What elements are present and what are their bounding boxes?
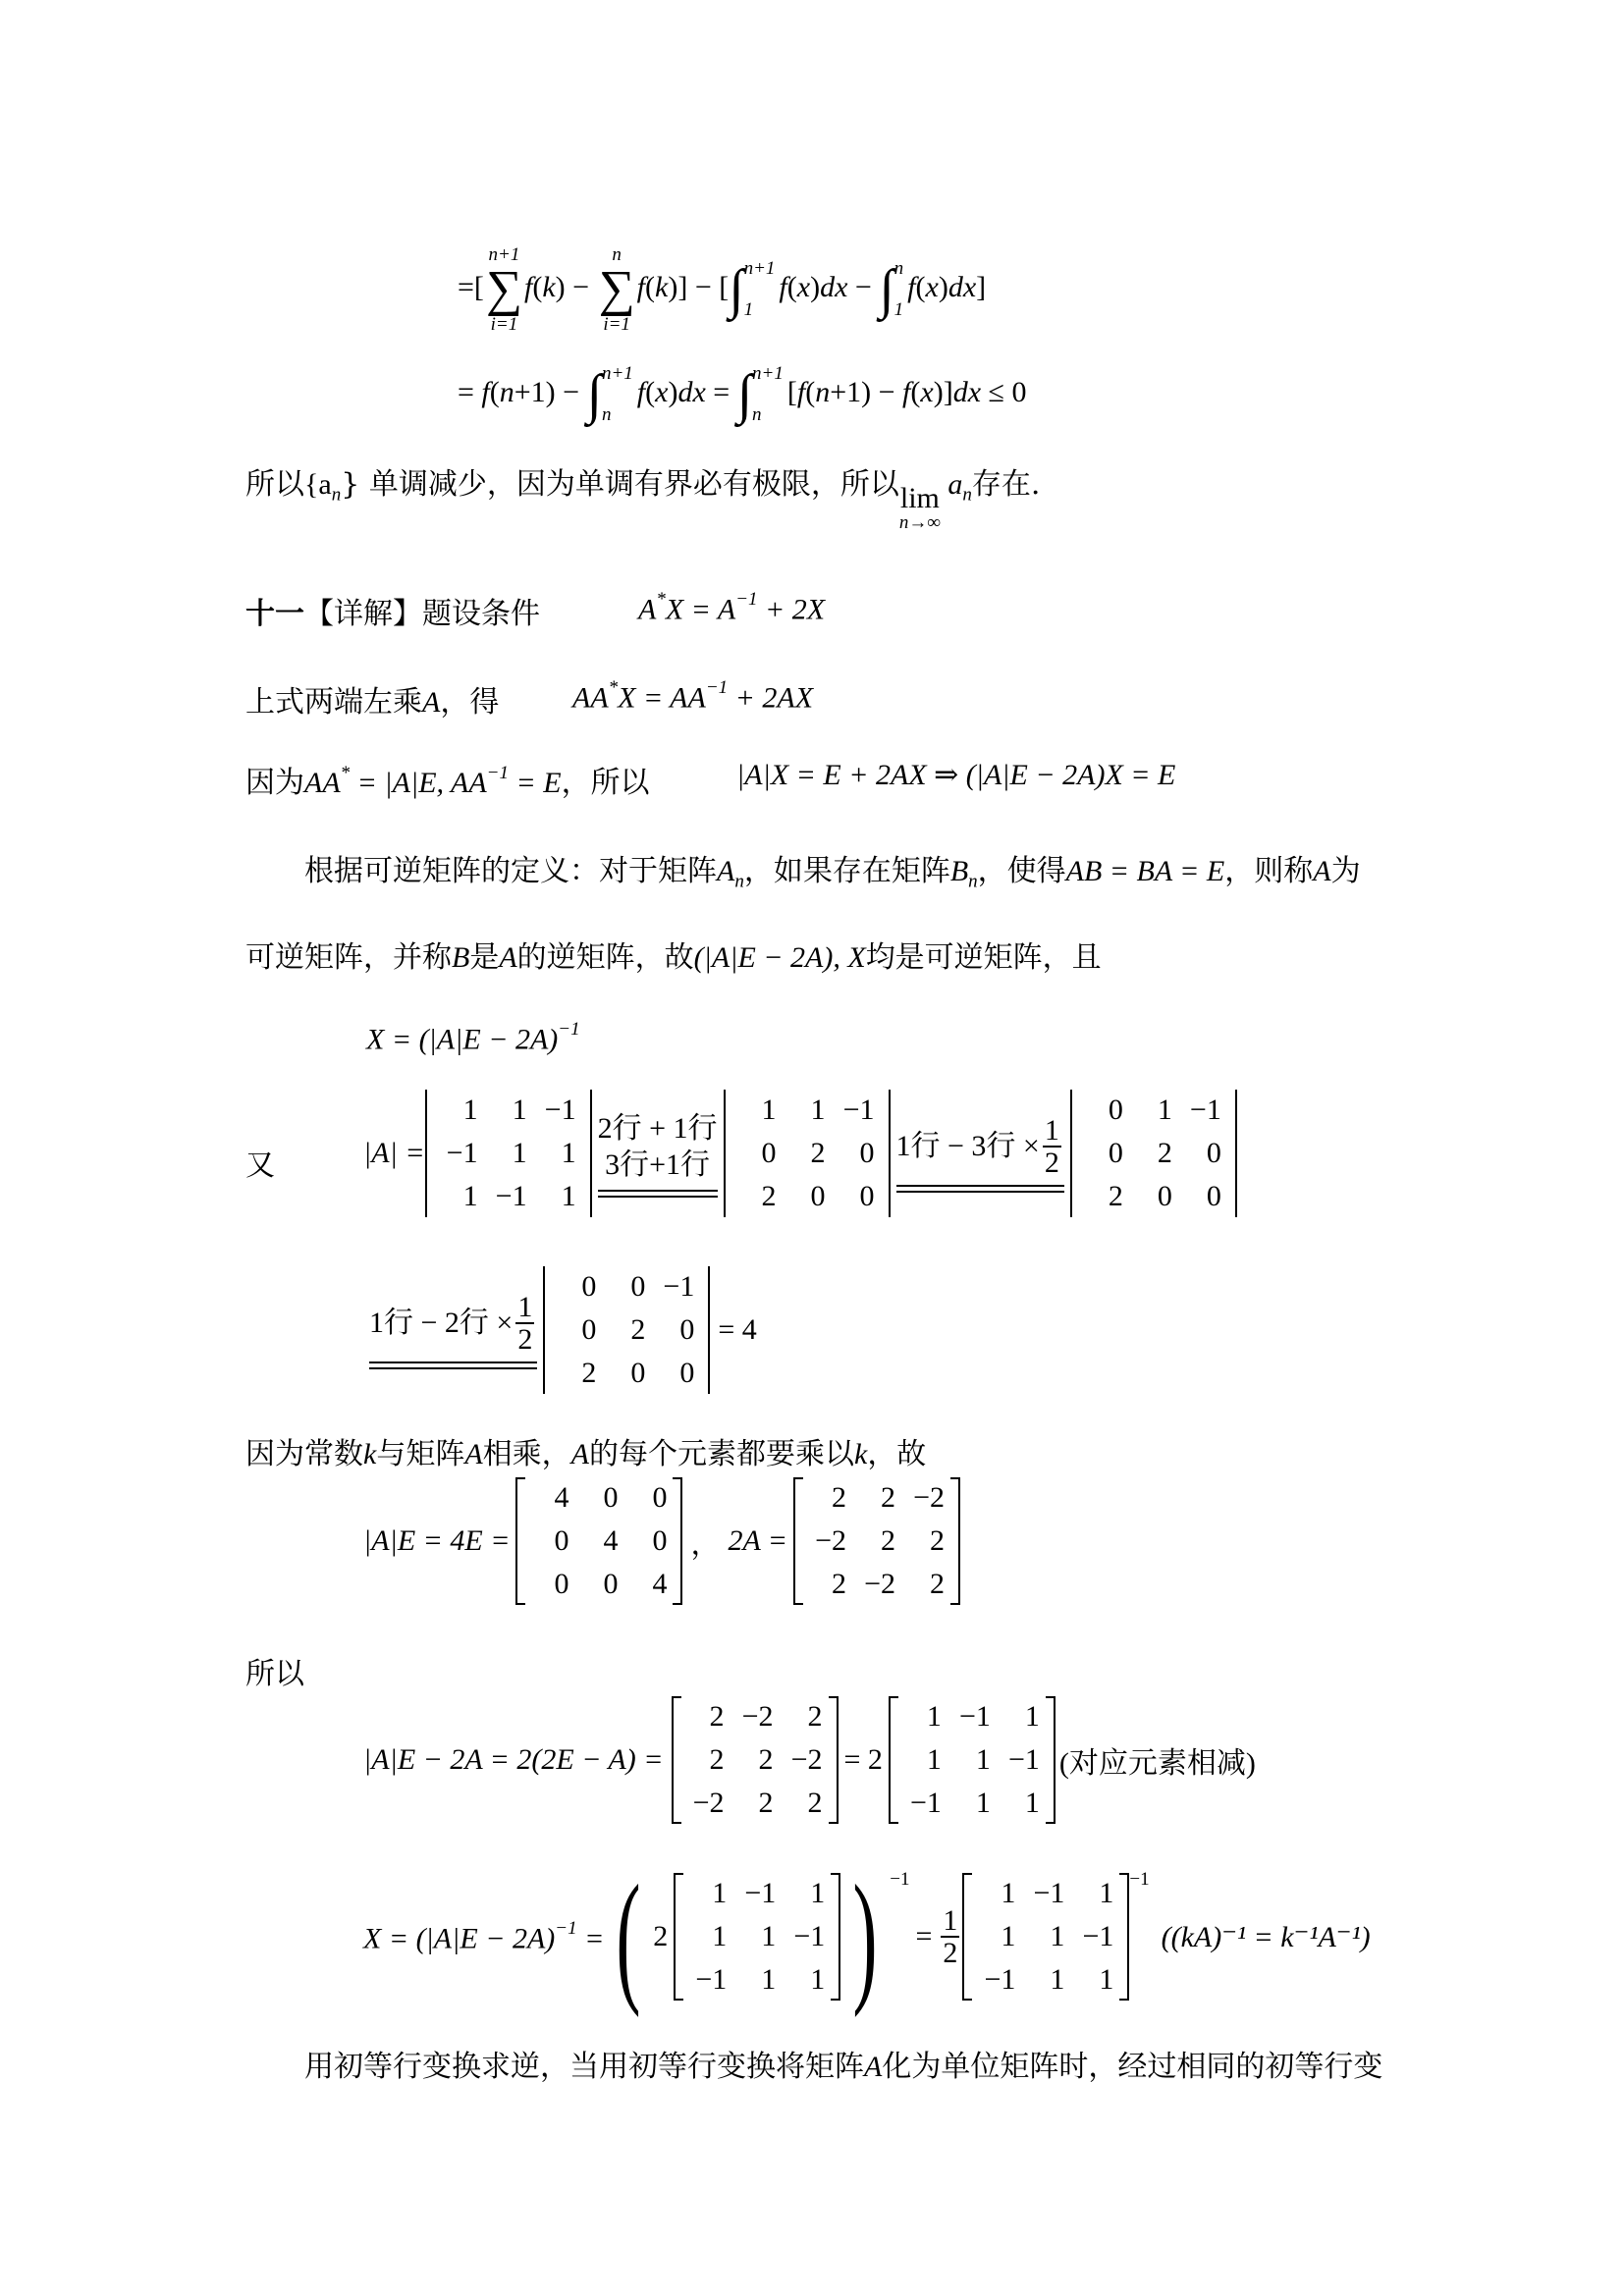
subtraction-equation: |A|E − 2A = 2(2E − A) = 2 −2 2 2 2 −2 −2 2 2 = 2 1 −1 1 1 1 −1 −1 1 1 (对应元素相减) <box>363 1696 1256 1824</box>
matrix-cell: 2 <box>709 1743 725 1776</box>
matrix-cell: 2 <box>807 1787 823 1819</box>
section-label: 题设条件 <box>422 597 540 631</box>
matrix-cell: −1 <box>842 1094 875 1126</box>
matrix-cell: 1 <box>1099 1877 1114 1909</box>
matrix-cell: −1 <box>793 1920 826 1952</box>
matrix-cell: 1 <box>462 1180 478 1212</box>
matrix-cell: 0 <box>679 1313 695 1346</box>
section-heading <box>245 589 540 632</box>
sum-symbol: n+1 ∑ i=1 <box>485 244 522 335</box>
matrix-m2-outer <box>962 1873 1129 2001</box>
det-c <box>1070 1090 1237 1217</box>
matrix-cell: 4 <box>652 1568 668 1600</box>
matrix-cell: 1 <box>1001 1920 1016 1952</box>
matrix-cell: −1 <box>446 1137 478 1169</box>
matrix-cell: 0 <box>603 1481 619 1514</box>
matrix-cell: 2 <box>881 1524 895 1557</box>
matrix-cell: 1 <box>926 1743 942 1776</box>
conclusion-prefix: 所以 <box>245 467 304 502</box>
matrix-cell: 1 <box>761 1963 777 1996</box>
matrix-cell: 0 <box>1108 1094 1123 1126</box>
matrix-cell: 1 <box>1001 1877 1016 1909</box>
matrix-cell: 0 <box>1157 1180 1172 1212</box>
matrix-cell: 2 <box>1157 1137 1172 1169</box>
matrix-cell: −1 <box>1033 1877 1065 1909</box>
sequence-open: {a <box>304 468 332 501</box>
matrix-cell: 1 <box>1024 1787 1040 1819</box>
matrix-cell: 0 <box>679 1357 695 1389</box>
conclusion-text: 所以$\{a_n\}$ 单调减少，因为单调有界必有极限，所以 lim n→∞ $a_n$存在. <box>245 467 1041 533</box>
matrix-2a <box>793 1477 960 1605</box>
conclusion-mid: } 单调减少，因为单调有界必有极限，所以 <box>341 467 899 502</box>
matrix-cell: 0 <box>603 1568 619 1600</box>
matrix-cell: 1 <box>1050 1963 1065 1996</box>
matrix-cell: −2 <box>741 1700 774 1733</box>
matrix-cell: 2 <box>581 1357 597 1389</box>
matrix-cell: −2 <box>913 1481 945 1514</box>
constant-text: 因为常数k与矩阵A相乘，A的每个元素都要乘以k，故 <box>245 1437 927 1471</box>
section-tag: 【详解】 <box>304 597 422 631</box>
matrix-m1 <box>672 1696 839 1824</box>
matrix-cell: 0 <box>554 1524 569 1557</box>
limit-symbol: lim n→∞ <box>898 481 941 533</box>
matrix-cell: 1 <box>712 1877 728 1909</box>
matrix-cell: 2 <box>930 1524 945 1557</box>
left-multiply-text: 上式两端左乘A，得 <box>245 685 500 720</box>
sum-symbol: n ∑ i=1 <box>598 244 635 335</box>
matrix-cell: 2 <box>1108 1180 1123 1212</box>
matrix-cell: 0 <box>630 1357 646 1389</box>
det-d <box>543 1266 710 1394</box>
matrix-cell: 4 <box>554 1481 569 1514</box>
because-text: 因为AA* = |A|E, $AA^{-1} = E$，所以 <box>245 762 650 800</box>
matrix-cell: 0 <box>859 1180 875 1212</box>
matrix-cell: 0 <box>630 1270 646 1303</box>
matrix-cell: −1 <box>1008 1743 1040 1776</box>
det-b <box>724 1090 891 1217</box>
matrix-cell: 2 <box>709 1700 725 1733</box>
matrix-cell: 1 <box>810 1094 826 1126</box>
section-number: 十一 <box>245 597 304 631</box>
matrix-cell: 1 <box>561 1180 576 1212</box>
matrix-cell: −2 <box>864 1568 895 1600</box>
matrix-cell: 1 <box>761 1094 777 1126</box>
row-op-1: 2行 + 1行 3行+1行 <box>598 1110 718 1198</box>
conclusion-suffix: 存在. <box>971 467 1041 502</box>
matrix-row-e-2a: |A|E = 4E = 4 0 0 0 4 0 0 0 4 ， 2A = 2 2 −2 −2 2 2 2 −2 2 <box>363 1477 960 1605</box>
matrix-cell: 1 <box>761 1920 777 1952</box>
matrix-m2-inner <box>674 1873 840 2001</box>
matrix-cell: −2 <box>790 1743 823 1776</box>
matrix-cell: 1 <box>712 1920 728 1952</box>
matrix-cell: 1 <box>810 1877 826 1909</box>
definition-line-2: 可逆矩阵，并称B是A的逆矩阵，故(|A|E − 2A), X均是可逆矩阵，且 <box>245 940 1102 975</box>
det-result: = 4 <box>718 1313 757 1346</box>
matrix-cell: 2 <box>810 1137 826 1169</box>
matrix-cell: 1 <box>975 1787 991 1819</box>
matrix-cell: 1 <box>512 1094 527 1126</box>
matrix-cell: −1 <box>663 1270 695 1303</box>
matrix-cell: 1 <box>926 1700 942 1733</box>
determinant-chain-2 <box>363 1266 757 1394</box>
inverse-equation: $X = (|A|E - 2A)^{-1}$ = ( 2 1 −1 1 1 1 −1 −1 1 1 ) −1 = $\frac{1}{2}$ 1 −1 1 1 1 −1 −1 1 1 −1 ((kA)⁻¹ = k⁻¹A⁻¹) <box>363 1855 1371 2018</box>
definition-line-1: 根据可逆矩阵的定义：对于矩阵$A_n$，如果存在矩阵$B_n$，使得AB = BA = E，则称A为 <box>304 854 1361 892</box>
matrix-cell: 0 <box>761 1137 777 1169</box>
matrix-cell: 1 <box>975 1743 991 1776</box>
row-op-2: 1行 − 3行 × $\frac{1}{2}$ <box>896 1115 1064 1193</box>
matrix-cell: −1 <box>1189 1094 1221 1126</box>
matrix-cell: 0 <box>859 1137 875 1169</box>
note-subtract: (对应元素相减) <box>1058 1747 1256 1780</box>
you-label: 又 <box>245 1148 275 1183</box>
matrix-cell: 2 <box>881 1481 895 1514</box>
matrix-cell: −1 <box>984 1963 1016 1996</box>
matrix-cell: 0 <box>1108 1137 1123 1169</box>
matrix-cell: 2 <box>758 1743 774 1776</box>
matrix-cell: 0 <box>652 1524 668 1557</box>
matrix-cell: 2 <box>761 1180 777 1212</box>
determinant-chain-1: |A| = 1 1 −1 −1 1 1 1 −1 1 2行 + 1行 3行+1行 1 1 −1 0 2 0 2 0 0 1行 − 3行 × $\frac{1}{2}$ 0 1 −1 0 2 0 2 0 0 <box>363 1090 1237 1217</box>
last-line: 用初等行变换求逆，当用初等行变换将矩阵A化为单位矩阵时，经过相同的初等行变 <box>304 2050 1383 2084</box>
matrix-cell: 2 <box>930 1568 945 1600</box>
matrix-cell: −1 <box>695 1963 728 1996</box>
equation-line-1: =[ n+1 ∑ i=1 f(k) − n ∑ i=1 f(k)] − [ ∫ n+1 1 f(x)dx − ∫ n 1 f(x)dx] <box>458 244 987 335</box>
left-multiply-equation: $AA^*X = AA^{-1} + 2AX$ <box>572 677 814 715</box>
matrix-cell: 2 <box>832 1481 846 1514</box>
matrix-cell: −1 <box>910 1787 942 1819</box>
matrix-cell: 1 <box>462 1094 478 1126</box>
matrix-4e <box>515 1477 682 1605</box>
matrix-cell: 1 <box>1024 1700 1040 1733</box>
matrix-cell: 1 <box>1050 1920 1065 1952</box>
matrix-m2 <box>889 1696 1056 1824</box>
matrix-cell: −1 <box>959 1700 991 1733</box>
matrix-cell: 4 <box>603 1524 619 1557</box>
matrix-cell: 2 <box>630 1313 646 1346</box>
matrix-cell: −2 <box>692 1787 725 1819</box>
matrix-cell: 2 <box>807 1700 823 1733</box>
equation-line-2: = f(n+1) − ∫ n+1 n f(x)dx = ∫ n+1 n [f(n+1) − f(x)]dx ≤ 0 <box>458 363 1027 425</box>
matrix-cell: 1 <box>512 1137 527 1169</box>
so-label: 所以 <box>245 1657 304 1691</box>
matrix-cell: 0 <box>554 1568 569 1600</box>
matrix-cell: −1 <box>1082 1920 1114 1952</box>
matrix-cell: 0 <box>581 1270 597 1303</box>
matrix-cell: 1 <box>1157 1094 1172 1126</box>
because-equation: |A|X = E + 2AX ⇒ (|A|E − 2A)X = E <box>736 759 1176 791</box>
matrix-cell: −2 <box>815 1524 846 1557</box>
matrix-cell: 1 <box>561 1137 576 1169</box>
matrix-cell: 0 <box>810 1180 826 1212</box>
given-equation: $A^*X = A^{-1} + 2X$ <box>638 589 826 626</box>
row-op-3: 1行 − 2行 × $\frac{1}{2}$ <box>369 1292 537 1369</box>
x-inverse-equation: $X = (|A|E - 2A)^{-1}$ <box>366 1019 580 1056</box>
matrix-cell: −1 <box>495 1180 527 1212</box>
matrix-cell: 1 <box>810 1963 826 1996</box>
matrix-cell: −1 <box>544 1094 576 1126</box>
det-a <box>425 1090 592 1217</box>
matrix-cell: 0 <box>1206 1180 1221 1212</box>
matrix-cell: 0 <box>1206 1137 1221 1169</box>
note-inverse: ((kA)⁻¹ = k⁻¹A⁻¹) <box>1161 1920 1371 1953</box>
matrix-cell: −1 <box>744 1877 777 1909</box>
matrix-cell: 0 <box>652 1481 668 1514</box>
matrix-cell: 0 <box>581 1313 597 1346</box>
matrix-cell: 1 <box>1099 1963 1114 1996</box>
matrix-cell: 2 <box>758 1787 774 1819</box>
matrix-cell: 2 <box>832 1568 846 1600</box>
